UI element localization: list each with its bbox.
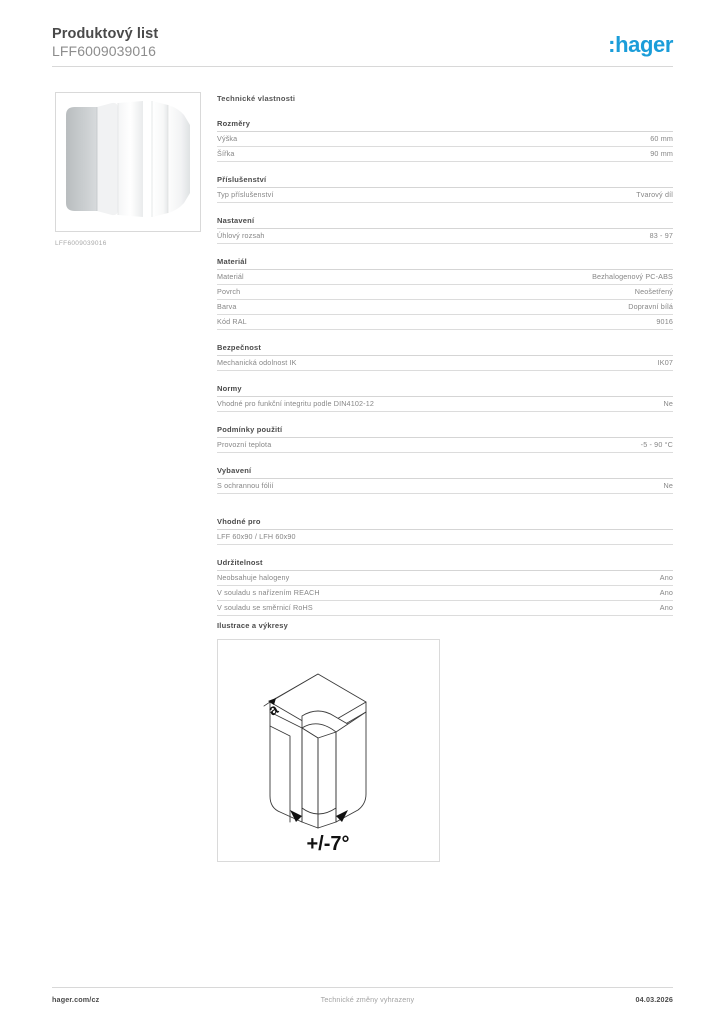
drawings-title: Ilustrace a výkresy xyxy=(217,621,288,630)
product-photo-icon xyxy=(56,93,200,231)
spec-group-title: Příslušenství xyxy=(217,174,673,188)
spec-row xyxy=(217,147,673,162)
spec-value: Tvarový díl xyxy=(636,190,673,199)
spec-row xyxy=(217,586,673,601)
spec-label: Typ příslušenství xyxy=(217,190,274,199)
spec-value: Ne xyxy=(663,399,673,408)
spec-group-title: Podmínky použití xyxy=(217,424,673,438)
spec-row xyxy=(217,438,673,453)
spec-value: Ano xyxy=(659,573,673,582)
spec-group-title: Udržitelnost xyxy=(217,557,673,571)
spec-row xyxy=(217,479,673,494)
page-header xyxy=(52,26,673,66)
specifications-section xyxy=(217,94,673,628)
spec-group xyxy=(217,465,673,494)
footer-date: 04.03.2026 xyxy=(635,995,673,1004)
spec-value: 90 mm xyxy=(650,149,673,158)
spec-label: V souladu se směrnicí RoHS xyxy=(217,603,313,612)
spec-group-title: Normy xyxy=(217,383,673,397)
spec-row xyxy=(217,571,673,586)
spec-row xyxy=(217,601,673,616)
spec-value: IK07 xyxy=(657,358,673,367)
product-photo-frame xyxy=(55,92,201,232)
spec-group xyxy=(217,256,673,330)
spec-group xyxy=(217,557,673,616)
footer-disclaimer: Technické změny vyhrazeny xyxy=(320,995,415,1004)
spec-label: Provozní teplota xyxy=(217,440,272,449)
spec-group-title: Bezpečnost xyxy=(217,342,673,356)
technical-drawing-frame xyxy=(217,639,440,862)
spec-group xyxy=(217,383,673,412)
spec-value: Ano xyxy=(659,588,673,597)
hager-logo: :hager xyxy=(608,32,673,57)
spec-group-title: Vhodné pro xyxy=(217,516,673,530)
spec-group xyxy=(217,424,673,453)
spec-label: Barva xyxy=(217,302,237,311)
product-photo-caption: LFF6009039016 xyxy=(55,240,107,247)
specifications-title: Technické vlastnosti xyxy=(217,94,296,103)
spec-label: Výška xyxy=(217,134,238,143)
footer-website[interactable]: hager.com/cz xyxy=(52,995,100,1004)
spec-row xyxy=(217,270,673,285)
spec-row xyxy=(217,356,673,371)
spec-value: Neošetřený xyxy=(634,287,673,296)
spec-value: Ne xyxy=(663,481,673,490)
spec-label: Neobsahuje halogeny xyxy=(217,573,290,582)
spec-row xyxy=(217,285,673,300)
spec-row xyxy=(217,188,673,203)
technical-drawing-icon xyxy=(218,640,439,861)
spec-label: Kód RAL xyxy=(217,317,247,326)
footer-divider xyxy=(52,987,673,988)
spec-group xyxy=(217,118,673,162)
spec-label: Úhlový rozsah xyxy=(217,231,265,240)
product-image-column xyxy=(55,92,203,248)
spec-row xyxy=(217,132,673,147)
spec-row xyxy=(217,300,673,315)
specification-groups xyxy=(217,118,673,616)
spec-group xyxy=(217,215,673,244)
spec-group-title: Materiál xyxy=(217,256,673,270)
spec-value: 60 mm xyxy=(650,134,673,143)
spec-value: 83 - 97 xyxy=(649,231,673,240)
spec-label: V souladu s nařízením REACH xyxy=(217,588,320,597)
spec-label: Mechanická odolnost IK xyxy=(217,358,297,367)
spec-row xyxy=(217,530,673,545)
spec-label: Materiál xyxy=(217,272,244,281)
drawings-section xyxy=(217,620,673,862)
spec-value: Bezhalogenový PC-ABS xyxy=(592,272,673,281)
spec-value: Ano xyxy=(659,603,673,612)
spec-group-title: Vybavení xyxy=(217,465,673,479)
angle-label: +/-7° xyxy=(306,833,350,855)
dimension-label-a: a xyxy=(265,700,282,720)
spec-group xyxy=(217,516,673,545)
spec-value: Dopravní bílá xyxy=(628,302,673,311)
product-reference: LFF6009039016 xyxy=(52,43,157,59)
spec-group-title: Rozměry xyxy=(217,118,673,132)
spec-label: Vhodné pro funkční integritu podle DIN4102-12 xyxy=(217,399,374,408)
spec-value: -5 - 90 °C xyxy=(640,440,673,449)
spec-group xyxy=(217,174,673,203)
spec-label: Povrch xyxy=(217,287,241,296)
header-divider xyxy=(52,66,673,67)
spec-group xyxy=(217,342,673,371)
spec-value: 9016 xyxy=(656,317,673,326)
page-footer xyxy=(52,995,673,1004)
spec-label: S ochrannou fólií xyxy=(217,481,274,490)
spec-label: LFF 60x90 / LFH 60x90 xyxy=(217,532,296,541)
spec-group-title: Nastavení xyxy=(217,215,673,229)
spec-row xyxy=(217,229,673,244)
page-title: Produktový list xyxy=(52,26,159,42)
spec-row xyxy=(217,315,673,330)
spec-row xyxy=(217,397,673,412)
spec-label: Šířka xyxy=(217,149,235,158)
